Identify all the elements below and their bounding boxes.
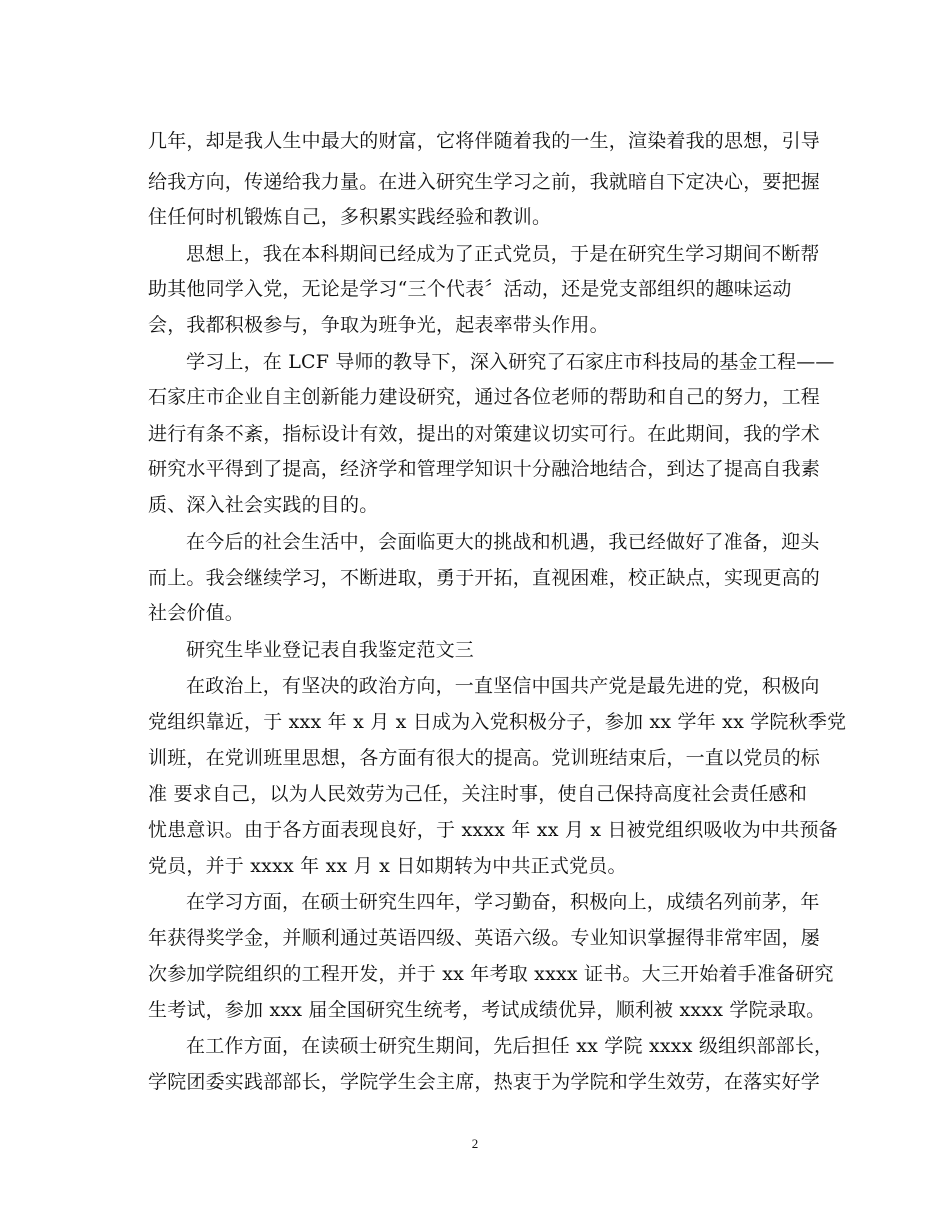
text-line: 住任何时机锻炼自己，多积累实践经验和教训。	[148, 206, 552, 228]
paragraph-start-line: 在工作方面，在读硕士研究生期间，先后担任 xx 学院 xxxx 级组织部部长，	[186, 1035, 834, 1057]
text-line: 石家庄市企业自主创新能力建设研究，通过各位老师的帮助和自己的努力，工程	[148, 386, 821, 408]
text-line: 会，我都积极参与，争取为班争光，起表率带头作用。	[148, 314, 609, 336]
text-line: 忧患意识。由于各方面表现良好，于 xxxx 年 xx 月 x 日被党组织吸收为中共预备	[148, 819, 838, 841]
text-line: 次参加学院组织的工程开发，并于 xx 年考取 xxxx 证书。大三开始着手准备研究	[148, 963, 834, 985]
text-line: 党组织靠近，于 xxx 年 x 月 x 日成为入党积极分子，参加 xx 学年 xx 学院秋季党	[148, 711, 847, 733]
text-line: 准 要求自己，以为人民效劳为己任，关注时事，使自己保持高度社会责任感和	[148, 783, 808, 805]
text-line: 几年，却是我人生中最大的财富，它将伴随着我的一生，渲染着我的思想，引导	[148, 130, 821, 152]
text-line: 助其他同学入党，无论是学习“三个代表〞活动，还是党支部组织的趣味运动	[148, 278, 792, 300]
paragraph-start-line: 在学习方面，在硕士研究生四年，学习勤奋，积极向上，成绩名列前茅，年	[186, 891, 820, 913]
text-line: 质、深入社会实践的目的。	[148, 494, 379, 516]
text-line: 年获得奖学金，并顺利通过英语四级、英语六级。专业知识掌握得非常牢固，屡	[148, 927, 821, 949]
text-line: 学院团委实践部部长，学院学生会主席，热衷于为学院和学生效劳，在落实好学	[148, 1071, 821, 1093]
text-line: 生考试，参加 xxx 届全国研究生统考，考试成绩优异，顺利被 xxxx 学院录取。	[148, 999, 826, 1021]
page-number: 2	[471, 1136, 479, 1151]
text-line: 研究水平得到了提高，经济学和管理学知识十分融洽地结合，到达了提高自我素	[148, 458, 821, 480]
paragraph-start-line: 在今后的社会生活中，会面临更大的挑战和机遇，我已经做好了准备，迎头	[186, 531, 820, 553]
text-line: 给我方向，传递给我力量。在进入研究生学习之前，我就暗自下定决心，要把握	[148, 171, 821, 193]
section-heading: 研究生毕业登记表自我鉴定范文三	[186, 639, 475, 661]
text-line: 进行有条不紊，指标设计有效，提出的对策建议切实可行。在此期间，我的学术	[148, 423, 821, 445]
text-line: 训班，在党训班里思想，各方面有很大的提高。党训班结束后，一直以党员的标	[148, 747, 821, 769]
text-line: 而上。我会继续学习，不断进取，勇于开拓，直视困难，校正缺点，实现更高的	[148, 567, 821, 589]
text-line: 党员，并于 xxxx 年 xx 月 x 日如期转为中共正式党员。	[148, 855, 627, 877]
paragraph-start-line: 学习上，在 LCF 导师的教导下，深入研究了石家庄市科技局的基金工程——	[186, 351, 835, 373]
paragraph-start-line: 思想上，我在本科期间已经成为了正式党员，于是在研究生学习期间不断帮	[186, 243, 820, 265]
text-line: 社会价值。	[148, 602, 245, 624]
paragraph-start-line: 在政治上，有坚决的政治方向，一直坚信中国共产党是最先进的党，积极向	[186, 675, 820, 697]
